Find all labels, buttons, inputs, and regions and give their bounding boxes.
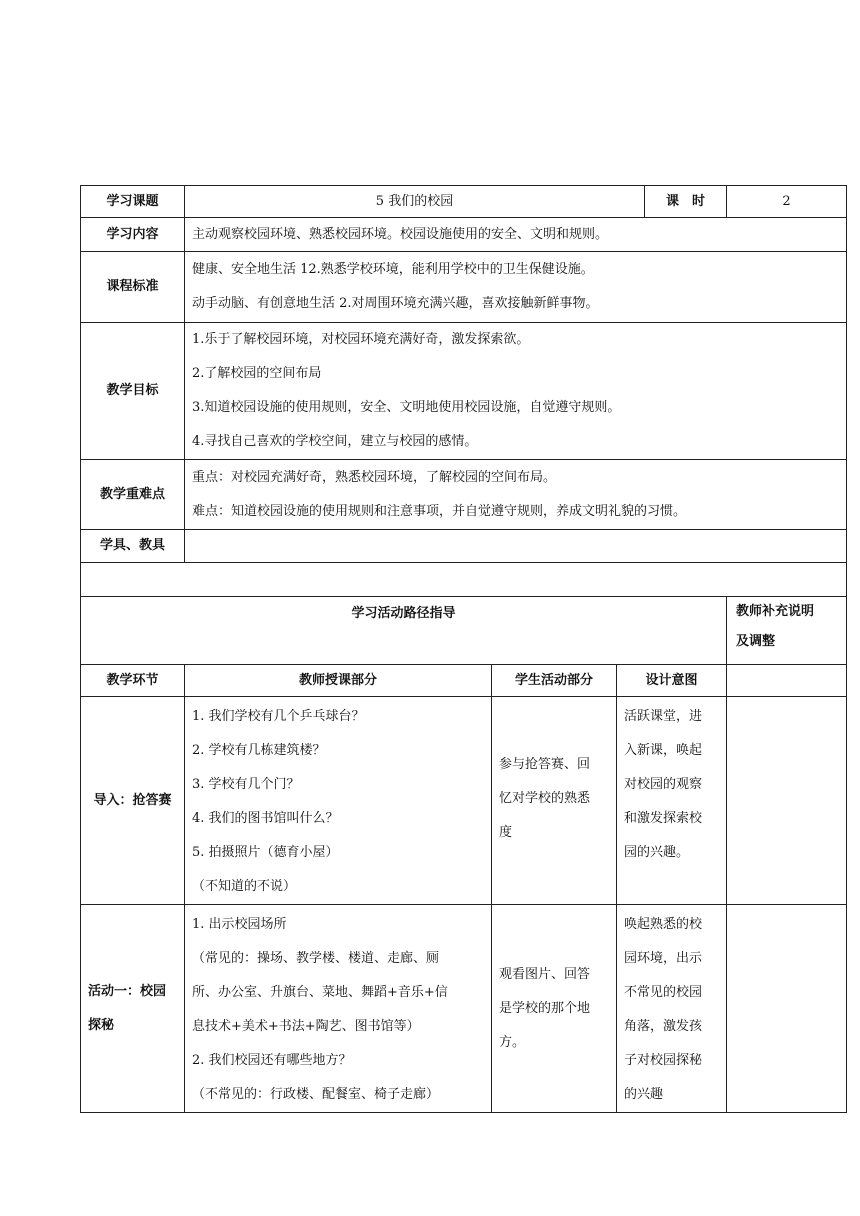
- columns-row: [81, 665, 847, 697]
- intent-line: 活跃课堂，进: [624, 709, 703, 724]
- intent-line: 和激发探索校: [624, 811, 703, 826]
- intent-line: 的兴趣: [624, 1087, 664, 1102]
- notes-cell: [727, 697, 847, 905]
- teacher-line: 2. 我们校园还有哪些地方？: [192, 1053, 352, 1068]
- teacher-line: 3. 学校有几个门？: [192, 777, 300, 792]
- col-student: 学生活动部分: [492, 665, 617, 697]
- teacher-line: 2. 学校有几栋建筑楼？: [192, 743, 326, 758]
- student-line: 度: [499, 825, 513, 840]
- teacher-cell: [185, 905, 492, 1113]
- col-notes: [727, 665, 847, 697]
- key-points-cell: [185, 460, 847, 530]
- col-intent: 设计意图: [617, 665, 727, 697]
- topic-row: [81, 186, 847, 218]
- intent-line: 子对校园探秘: [624, 1053, 703, 1068]
- teacher-notes-label: [727, 597, 847, 665]
- path-header-row: [81, 597, 847, 665]
- teacher-line: （不常见的：行政楼、配餐室、椅子走廊）: [192, 1087, 440, 1102]
- key-points-row: [81, 460, 847, 530]
- teacher-line: 1. 我们学校有几个乒乓球台？: [192, 709, 365, 724]
- student-line: 是学校的那个地: [499, 1000, 591, 1016]
- topic-label: 学习课题: [81, 186, 185, 218]
- stage-line: 探秘: [88, 1017, 115, 1033]
- content-label: 学习内容: [81, 218, 185, 252]
- intent-line: 园环境，出示: [624, 951, 703, 966]
- student-cell: [492, 697, 617, 905]
- teacher-line: 息技术+美术+书法+陶艺、图书馆等）: [192, 1019, 420, 1034]
- col-stage: 教学环节: [81, 665, 185, 697]
- student-line: 参与抢答赛、回: [499, 757, 591, 772]
- intent-line: 角落，激发孩: [624, 1019, 703, 1034]
- standards-cell: [185, 252, 847, 323]
- teacher-cell: [185, 697, 492, 905]
- blank-cell: [81, 563, 847, 597]
- key-point-line: 重点：对校园充满好奇，熟悉校园环境，了解校园的空间布局。: [192, 469, 557, 485]
- tools-row: [81, 530, 847, 563]
- stage-cell: [81, 905, 185, 1113]
- goals-label: 教学目标: [81, 323, 185, 460]
- lesson-plan-table: [80, 185, 847, 1113]
- teacher-line: 4. 我们的图书馆叫什么？: [192, 811, 339, 826]
- key-points-label: 教学重难点: [81, 460, 185, 530]
- tools-label: 学具、教具: [81, 530, 185, 563]
- teacher-notes-label-line: 教师补充说明: [736, 604, 815, 619]
- intent-cell: [617, 697, 727, 905]
- tools-value: [185, 530, 847, 563]
- standards-line: 动手动脑、有创意地生活 2.对周围环境充满兴趣，喜欢接触新鲜事物。: [192, 296, 599, 311]
- goals-cell: [185, 323, 847, 460]
- intent-cell: [617, 905, 727, 1113]
- stage-cell: 导入：抢答赛: [81, 697, 185, 905]
- blank-row: [81, 563, 847, 597]
- period-value: 2: [727, 186, 847, 218]
- intent-line: 唤起熟悉的校: [624, 917, 703, 932]
- period-label: 课 时: [645, 186, 727, 218]
- teacher-line: （不知道的不说）: [192, 879, 297, 894]
- student-cell: [492, 905, 617, 1113]
- content-row: [81, 218, 847, 252]
- student-line: 观看图片、回答: [499, 966, 591, 982]
- intent-line: 不常见的校园: [624, 985, 703, 1000]
- goal-line: 3.知道校园设施的使用规则，安全、文明地使用校园设施，自觉遵守规则。: [192, 400, 621, 415]
- table-row: [81, 905, 847, 1113]
- path-title: 学习活动路径指导: [81, 597, 727, 665]
- intent-line: 入新课，唤起: [624, 743, 703, 758]
- col-teacher: 教师授课部分: [185, 665, 492, 697]
- goal-line: 4.寻找自己喜欢的学校空间，建立与校园的感情。: [192, 434, 478, 449]
- content-text: 主动观察校园环境、熟悉校园环境。校园设施使用的安全、文明和规则。: [185, 218, 847, 252]
- student-line: 方。: [499, 1034, 526, 1050]
- intent-line: 对校园的观察: [624, 777, 703, 792]
- teacher-line: （常见的：操场、教学楼、楼道、走廊、厕: [192, 951, 440, 966]
- teacher-notes-label-line: 及调整: [736, 634, 776, 649]
- stage-line: 活动一：校园: [88, 983, 167, 999]
- goal-line: 2.了解校园的空间布局: [192, 366, 322, 381]
- table-row: [81, 697, 847, 905]
- standards-line: 健康、安全地生活 12.熟悉学校环境，能利用学校中的卫生保健设施。: [192, 262, 594, 277]
- key-point-line: 难点：知道校园设施的使用规则和注意事项，并自觉遵守规则，养成文明礼貌的习惯。: [192, 503, 687, 519]
- topic-value: 5 我们的校园: [185, 186, 645, 218]
- standards-row: [81, 252, 847, 323]
- goals-row: [81, 323, 847, 460]
- standards-label: 课程标准: [81, 252, 185, 323]
- student-line: 忆对学校的熟悉: [499, 791, 591, 806]
- teacher-line: 所、办公室、升旗台、菜地、舞蹈+音乐+信: [192, 985, 448, 1000]
- intent-line: 园的兴趣。: [624, 845, 690, 860]
- teacher-line: 5. 拍摄照片（德育小屋）: [192, 845, 339, 860]
- teacher-line: 1. 出示校园场所: [192, 917, 287, 932]
- notes-cell: [727, 905, 847, 1113]
- goal-line: 1.乐于了解校园环境，对校园环境充满好奇，激发探索欲。: [192, 332, 530, 347]
